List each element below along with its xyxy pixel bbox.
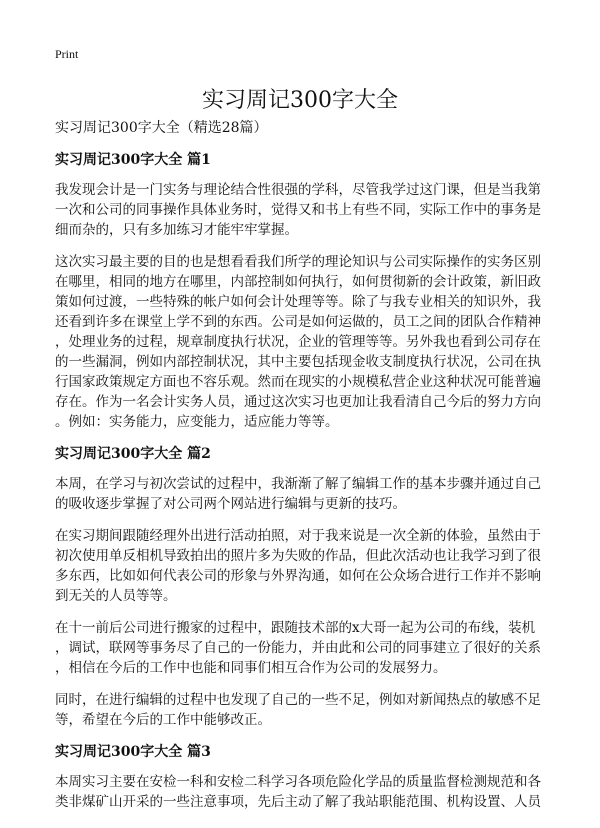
document-subtitle: 实习周记300字大全（精选28篇）	[55, 120, 268, 136]
paragraph-line: 同时，在进行编辑的过程中也发现了自己的一些不足，例如对新闻热点的敏感不足	[55, 692, 541, 708]
paragraph	[55, 772, 550, 812]
paragraph-line: 的一些漏洞，例如内部控制状况，其中主要包括现金收支制度执行状况，公司在执	[55, 354, 541, 370]
paragraph	[55, 474, 550, 514]
paragraph-line: 细而杂的，只有多加练习才能牢牢掌握。	[55, 222, 298, 238]
section-heading: 实习周记300字大全 篇2	[55, 446, 211, 462]
paragraph-line: 在十一前后公司进行搬家的过程中，跟随技术部的x大哥一起为公司的布线，装机	[55, 620, 536, 636]
paragraph-line: 本周，在学习与初次尝试的过程中，我渐渐了解了编辑工作的基本步骤并通过自己	[55, 476, 541, 492]
paragraph-line: 在哪里，相同的地方在哪里，内部控制如何执行，如何贯彻新的会计政策，新旧政	[55, 274, 541, 290]
paragraph-line: 。例如：实务能力，应变能力，适应能力等等。	[55, 414, 339, 430]
paragraph-line: ，处理业务的过程，规章制度执行状况，企业的管理等等。另外我也看到公司存在	[55, 334, 541, 350]
paragraph-line: ，调试，联网等事务尽了自己的一份能力，并由此和公司的同事建立了很好的关系	[55, 640, 541, 656]
paragraph-line: 初次使用单反相机导致拍出的照片多为失败的作品，但此次活动也让我学习到了很	[55, 548, 541, 564]
print-link[interactable]: Print	[55, 47, 79, 61]
paragraph-line: 多东西，比如如何代表公司的形象与外界沟通，如何在公众场合进行工作并不影响	[55, 568, 541, 584]
paragraph	[55, 180, 550, 240]
section-heading: 实习周记300字大全 篇3	[55, 744, 211, 760]
paragraph-line: 我发现会计是一门实务与理论结合性很强的学科，尽管我学过这门课，但是当我第	[55, 182, 541, 198]
section-heading: 实习周记300字大全 篇1	[55, 152, 211, 168]
paragraph-line: 这次实习最主要的目的也是想看看我们所学的理论知识与公司实际操作的实务区别	[55, 254, 541, 270]
paragraph-line: 等，希望在今后的工作中能够改正。	[55, 712, 271, 728]
paragraph-line: 策如何过渡，一些特殊的帐户如何会计处理等等。除了与我专业相关的知识外，我	[55, 294, 541, 310]
paragraph	[55, 690, 550, 730]
paragraph	[55, 252, 550, 432]
paragraph-line: 的吸收逐步掌握了对公司两个网站进行编辑与更新的技巧。	[55, 496, 406, 512]
paragraph-line: 一次和公司的同事操作具体业务时，觉得又和书上有些不同，实际工作中的事务是	[55, 202, 541, 218]
paragraph-line: 存在。作为一名会计实务人员，通过这次实习也更加让我看清自己今后的努力方向	[55, 394, 541, 410]
paragraph-line: 行国家政策规定方面也不容乐观。然而在现实的小规模私营企业这种状况可能普遍	[55, 374, 541, 390]
paragraph-line: ，相信在今后的工作中也能和同事们相互合作为公司的发展努力。	[55, 660, 447, 676]
document-body	[55, 118, 550, 824]
paragraph	[55, 526, 550, 606]
paragraph-line: 类非煤矿山开采的一些注意事项，先后主动了解了我站职能范围、机构设置、人员	[55, 794, 541, 810]
page-title: 实习周记300字大全	[202, 88, 398, 113]
paragraph-line: 本周实习主要在安检一科和安检二科学习各项危险化学品的质量监督检测规范和各	[55, 774, 541, 790]
paragraph-line: 还看到许多在课堂上学不到的东西。公司是如何运做的，员工之间的团队合作精神	[55, 314, 541, 330]
paragraph-line: 在实习期间跟随经理外出进行活动拍照，对于我来说是一次全新的体验，虽然由于	[55, 528, 541, 544]
paragraph	[55, 618, 550, 678]
paragraph-line: 到无关的人员等等。	[55, 588, 177, 604]
